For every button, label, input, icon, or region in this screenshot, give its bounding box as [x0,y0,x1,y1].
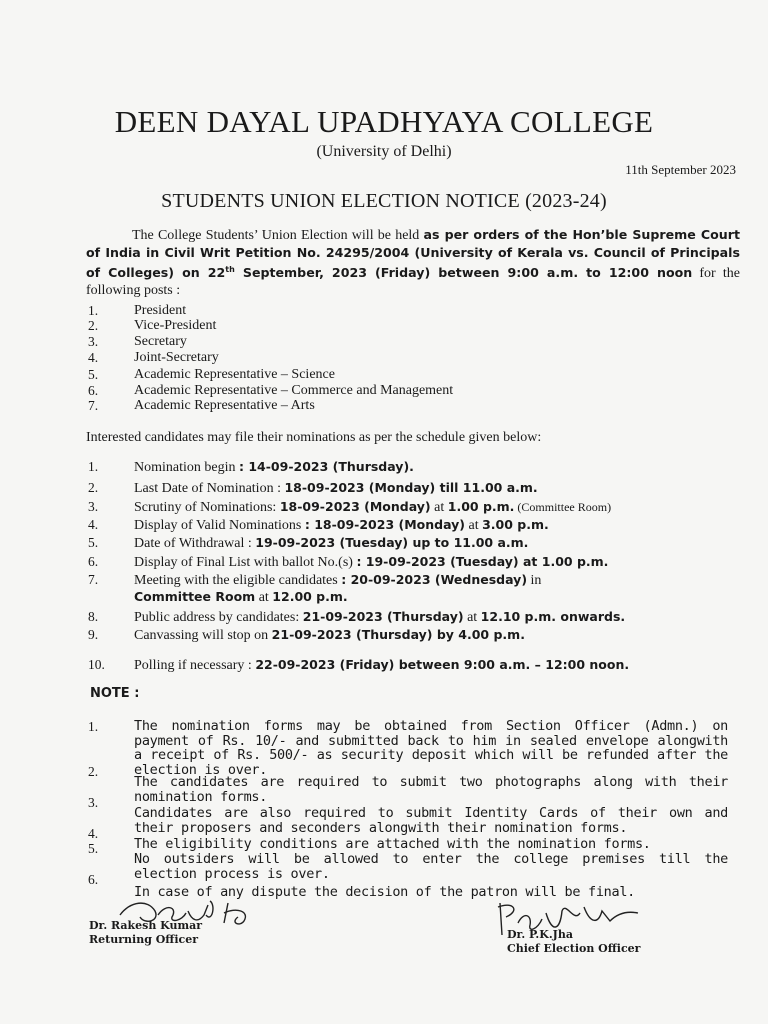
note-number: 4. [88,826,99,841]
schedule-number: 9. [88,627,99,642]
schedule-number: 7. [88,572,99,587]
schedule-item: Canvassing will stop on 21-09-2023 (Thursday) by 4.00 p.m. [134,627,525,643]
post-number: 2. [88,318,99,333]
post-number: 5. [88,367,99,382]
schedule-intro: Interested candidates may file their nominations as per the schedule given below: [86,430,542,445]
intro-bold-2: September, 2023 (Friday) between 9:00 a.m. to 12:00 noon [234,265,693,281]
schedule-item: Date of Withdrawal : 19-09-2023 (Tuesday) up to 11.00 a.m. [134,535,529,551]
schedule-item: Scrutiny of Nominations: 18-09-2023 (Monday) at 1.00 p.m. (Committee Room) [134,499,612,515]
chief-election-officer-name: Dr. P.K.Jha [507,928,573,941]
post-label: Academic Representative – Arts [134,398,315,413]
schedule-item: Last Date of Nomination : 18-09-2023 (Monday) till 11.00 a.m. [134,480,538,496]
post-label: Secretary [134,334,187,349]
post-number: 4. [88,350,99,365]
note-text: The eligibility conditions are attached with the nomination forms. [134,836,651,852]
schedule-item: Display of Valid Nominations : 18-09-2023 (Monday) at 3.00 p.m. [134,517,549,533]
schedule-item: Meeting with the eligible candidates : 20-09-2023 (Wednesday) in [134,572,542,588]
note-number: 6. [88,872,99,887]
note-text: Candidates are also required to submit Identity Cards of their own and their proposers and seconders alongwith their nomination forms. [134,805,728,836]
post-label: President [134,303,187,318]
note-text: In case of any dispute the decision of the patron will be final. [134,884,635,900]
post-number: 7. [88,398,99,413]
schedule-number: 8. [88,609,99,624]
intro-text-2: for the following posts : [86,266,740,298]
intro-text-1: The College Students’ Union Election will be held [132,228,424,243]
notice-title: STUDENTS UNION ELECTION NOTICE (2023-24) [161,190,607,212]
post-label: Academic Representative – Science [134,367,335,382]
intro-sup: th [225,265,235,274]
schedule-item-continued: Committee Room at 12.00 p.m. [134,589,348,605]
post-number: 1. [88,303,99,318]
note-number: 2. [88,764,99,779]
post-label: Joint-Secretary [134,350,219,365]
schedule-number: 2. [88,480,99,495]
chief-election-officer-block [507,928,640,956]
post-number: 3. [88,334,99,349]
notice-date: 11th September 2023 [625,162,736,177]
note-number: 5. [88,841,99,856]
schedule-item: Display of Final List with ballot No.(s) : 19-09-2023 (Tuesday) at 1.00 p.m. [134,554,609,570]
schedule-item: Public address by candidates: 21-09-2023 (Thursday) at 12.10 p.m. onwards. [134,609,626,625]
note-number: 1. [88,719,99,734]
post-label: Vice-President [134,318,217,333]
returning-officer-title: Returning Officer [89,933,198,946]
returning-officer-block [89,919,202,947]
note-text: The nomination forms may be obtained from Section Officer (Admn.) on payment of Rs. 10/- and submitted back to him in sealed envelope alongwith a receipt of Rs. 500/- as security deposit which will be refunded after the election is over. [134,718,728,778]
schedule-number: 1. [88,459,99,474]
university-name: (University of Delhi) [316,143,452,160]
note-label: NOTE : [90,686,140,701]
schedule-item: Polling if necessary : 22-09-2023 (Friday) between 9:00 a.m. – 12:00 noon. [134,657,630,673]
schedule-number: 5. [88,535,99,550]
note-number: 3. [88,795,99,810]
note-text: The candidates are required to submit two photographs along with their nomination forms. [134,774,728,805]
intro-bold-1: as per orders of the Hon’ble Supreme Court of India in Civil Writ Petition No. 24295/2004 (University of Kerala vs. Council of Principals of Colleges) on 22 [86,227,741,281]
schedule-number: 6. [88,554,99,569]
schedule-number: 3. [88,499,99,514]
schedule-number: 10. [88,657,105,672]
chief-election-officer-title: Chief Election Officer [507,942,641,955]
schedule-number: 4. [88,517,99,532]
college-name: DEEN DAYAL UPADHYAYA COLLEGE [114,104,654,139]
post-number: 6. [88,383,99,398]
intro-paragraph [86,227,740,299]
schedule-item: Nomination begin : 14-09-2023 (Thursday). [134,459,414,475]
returning-officer-name: Dr. Rakesh Kumar [89,919,203,932]
note-text: No outsiders will be allowed to enter the college premises till the election process is over. [134,851,728,882]
post-label: Academic Representative – Commerce and Management [134,383,454,398]
